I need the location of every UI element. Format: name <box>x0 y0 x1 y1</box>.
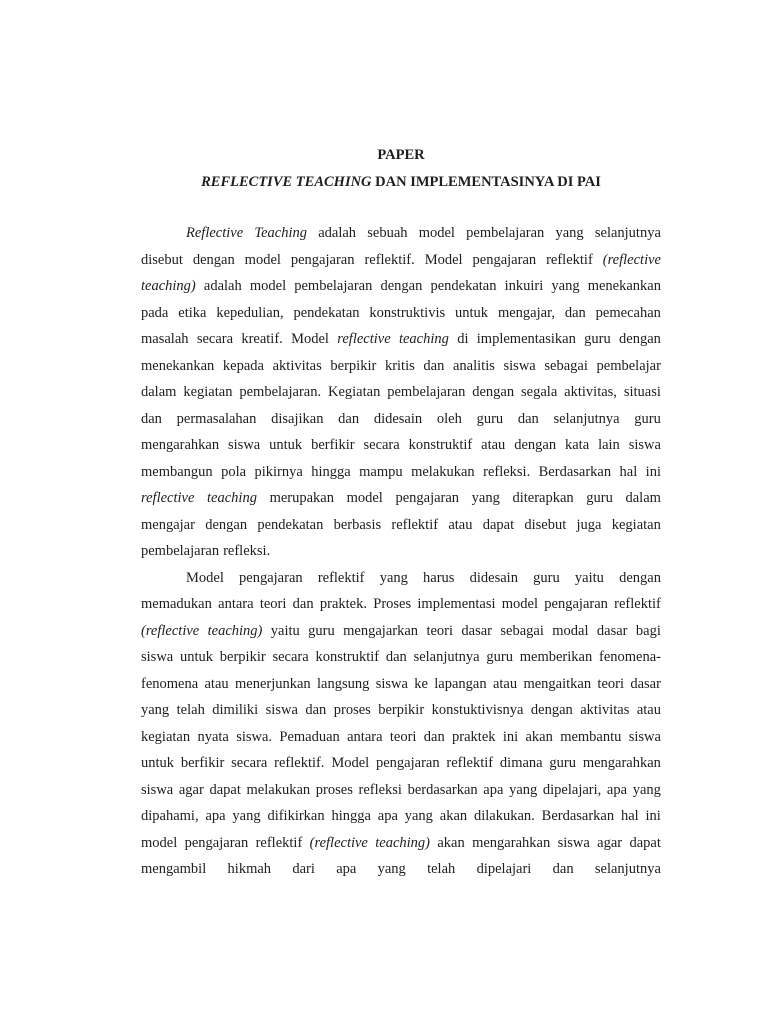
word: dilakukan. <box>474 808 535 824</box>
word: selanjutnya <box>594 861 661 877</box>
word: adalah <box>318 225 357 241</box>
text-line <box>141 830 661 857</box>
word: reflektif <box>255 834 303 851</box>
word: untuk <box>269 437 303 453</box>
word: dengan <box>619 569 661 586</box>
text-line <box>141 538 661 565</box>
text-line <box>141 300 661 327</box>
text-line <box>141 591 661 618</box>
word: apa <box>483 781 504 798</box>
word: untuk <box>455 304 489 321</box>
word: reflektif <box>546 251 593 268</box>
word: atau <box>204 675 229 692</box>
word: teori <box>597 675 624 692</box>
word: mengarahkan <box>582 755 661 771</box>
word: teori <box>389 728 417 745</box>
word: difikirkan <box>267 808 325 824</box>
word: Berdasarkan <box>541 808 615 824</box>
text-line <box>141 247 661 274</box>
word: disajikan <box>271 410 324 427</box>
word: disebut <box>141 251 183 268</box>
word: masalah <box>141 331 189 347</box>
subtitle-italic-part: REFLECTIVE TEACHING <box>201 174 372 190</box>
word: melakukan <box>411 463 475 480</box>
word: Proses <box>373 596 412 612</box>
text-line <box>141 326 661 353</box>
word: ini <box>645 463 661 480</box>
word: yang <box>379 569 408 586</box>
word: dasar <box>630 675 661 692</box>
word: guru <box>308 622 335 639</box>
word: reflektif <box>317 569 365 586</box>
word: pendekatan <box>293 304 360 321</box>
word: secara <box>363 437 400 453</box>
word: didesain <box>469 569 518 586</box>
word: kritis <box>384 357 415 374</box>
word: aktivitas <box>272 357 322 374</box>
word: Model <box>186 569 224 586</box>
word: model <box>346 490 383 506</box>
word: dipahami, <box>141 808 199 824</box>
word: agar <box>597 834 623 851</box>
word: ini <box>502 728 519 745</box>
word: analitis <box>452 357 495 374</box>
word: dan <box>423 728 445 745</box>
word: aktivitas <box>580 702 630 718</box>
word: siswa <box>503 357 536 374</box>
word: teori <box>426 622 454 639</box>
word: guru <box>586 490 613 506</box>
word: akan <box>437 834 465 851</box>
word: kegiatan <box>611 516 661 533</box>
word: yang <box>632 781 661 798</box>
document-title: PAPER <box>377 147 425 163</box>
word: di <box>457 331 469 347</box>
text-line <box>141 565 661 592</box>
text-line <box>141 406 661 433</box>
word: dan <box>338 410 360 427</box>
word: inkuiri <box>504 278 544 294</box>
word: pendekatan <box>257 516 324 533</box>
word: proses <box>333 702 371 718</box>
word: model <box>249 278 287 294</box>
word: aktivitas, <box>564 384 617 400</box>
word: dan <box>292 596 314 612</box>
subtitle-rest-part: DAN IMPLEMENTASINYA DI PAI <box>371 174 601 190</box>
word: sebuah <box>367 225 408 241</box>
word: implementasi <box>417 596 496 612</box>
word: fenomena- <box>598 649 661 665</box>
word: siswa <box>557 834 590 851</box>
text-line <box>141 273 661 300</box>
word: lapangan <box>434 675 487 692</box>
word: konstruktif <box>408 437 473 453</box>
word: reflektif <box>614 596 661 612</box>
word: reflektif <box>446 755 494 771</box>
word: oleh <box>436 410 462 427</box>
word: mengarahkan <box>472 834 551 851</box>
word: teaching) <box>207 622 263 639</box>
text-line <box>141 618 661 645</box>
word: dan <box>385 649 407 665</box>
word: yang <box>471 490 500 506</box>
word: kreatif. <box>241 331 283 347</box>
word: guru <box>549 755 577 771</box>
word: kepedulian, <box>216 304 284 321</box>
word: pengajaran <box>472 251 537 268</box>
word: teaching <box>398 331 449 347</box>
word: kegiatan <box>141 728 191 745</box>
word: pola <box>221 463 247 480</box>
word: didesain <box>373 410 423 427</box>
word: guru <box>486 649 513 665</box>
text-line <box>141 512 661 539</box>
word: berdasarkan <box>407 781 478 798</box>
word: juga <box>576 516 602 533</box>
word: proses <box>315 781 353 798</box>
text-line <box>141 485 661 512</box>
word: yaitu <box>574 569 604 586</box>
word: apa <box>205 808 226 824</box>
word: dengan <box>514 437 557 453</box>
word: (reflective <box>309 834 368 851</box>
text-line <box>141 724 661 751</box>
word: reflektif <box>391 516 439 533</box>
word: pengajaran <box>375 755 440 771</box>
word: dengan <box>619 331 661 347</box>
word: untuk <box>141 755 175 771</box>
word: telah <box>427 861 456 877</box>
word: mengajarkan <box>343 622 419 639</box>
word: dan <box>423 357 445 374</box>
word: hingga <box>311 463 351 480</box>
word: konstuktivisnya <box>431 702 524 718</box>
word: hal <box>619 463 638 480</box>
word: refleksi. <box>223 543 271 559</box>
word: yang <box>551 278 580 294</box>
word: teaching <box>207 490 257 506</box>
word: harus <box>423 569 455 586</box>
word: pembelajaran <box>387 384 466 400</box>
word: dasar <box>461 622 492 639</box>
word: dipelajari <box>476 861 532 877</box>
word: atau <box>492 675 518 692</box>
word: berpikir <box>378 702 425 718</box>
paragraph <box>141 220 661 565</box>
word: pembelajaran <box>294 278 373 294</box>
word: atau <box>448 516 473 533</box>
word: konstruktivis <box>369 304 446 321</box>
word: siswa <box>141 781 174 798</box>
text-line <box>141 353 661 380</box>
word: (reflective <box>602 251 661 268</box>
word: sebagai <box>500 622 544 639</box>
word: mengajar <box>141 516 195 533</box>
word: siswa <box>228 437 261 453</box>
word: dalam <box>141 384 177 400</box>
word: etika <box>178 304 207 321</box>
word: siswa <box>628 437 661 453</box>
word: siswa <box>265 702 298 718</box>
word: apa <box>377 808 398 824</box>
word: praktek. <box>319 596 367 612</box>
word: selanjutnya <box>553 410 620 427</box>
word: modal <box>552 622 589 639</box>
word: adalah <box>203 278 242 294</box>
word: melakukan <box>246 781 311 798</box>
word: teori <box>259 596 287 612</box>
word: dimana <box>499 755 543 771</box>
word: teaching) <box>141 278 196 294</box>
word: memadukan <box>141 596 212 612</box>
word: dalam <box>625 490 661 506</box>
word: reflektif. <box>274 755 325 771</box>
word: dan <box>564 304 586 321</box>
word: dimiliki <box>212 702 259 718</box>
word: pengajaran <box>290 251 355 268</box>
word: implementasikan <box>476 331 576 347</box>
word: berfikir <box>180 755 225 771</box>
document-body <box>141 220 661 883</box>
text-line <box>141 777 661 804</box>
text-line <box>141 459 661 486</box>
document-page <box>141 145 661 883</box>
word: berpikir <box>330 357 377 374</box>
word: mengambil <box>141 861 207 877</box>
word: pembelajar <box>596 357 661 374</box>
word: permasalahan <box>176 410 257 427</box>
word: Model <box>424 251 463 268</box>
word: kepada <box>222 357 264 374</box>
text-line <box>141 803 661 830</box>
word: dapat <box>482 516 515 533</box>
word: pada <box>141 304 169 321</box>
word: pengajaran <box>239 569 303 586</box>
word: diterapkan <box>512 490 574 506</box>
word: guru <box>476 410 504 427</box>
word: pembelajaran <box>141 543 220 559</box>
word: secara <box>196 331 234 347</box>
word: agar <box>178 781 204 798</box>
word: secara <box>231 755 268 771</box>
word: reflektif. <box>364 251 415 268</box>
word: siswa <box>628 728 661 745</box>
word: segala <box>521 384 558 400</box>
word: fenomena <box>141 675 199 692</box>
word: dapat <box>209 781 241 798</box>
text-line <box>141 856 661 883</box>
word: mengaitkan <box>523 675 592 692</box>
word: dan <box>141 410 162 427</box>
word: reflective <box>337 331 391 347</box>
word: dan <box>305 702 327 718</box>
word: pengajaran <box>395 490 460 506</box>
word: guru <box>584 331 611 347</box>
word: praktek <box>452 728 496 745</box>
text-line <box>141 220 661 247</box>
word: yang <box>141 702 170 718</box>
word: menekankan <box>141 357 215 374</box>
word: Teaching <box>254 225 307 241</box>
word: dapat <box>629 834 661 851</box>
word: dan <box>517 410 539 427</box>
word: menekankan <box>587 278 661 294</box>
word: pembelajaran <box>466 225 545 241</box>
word: model <box>418 225 455 241</box>
word: siswa. <box>236 728 273 745</box>
word: guru <box>533 569 560 586</box>
word: mengajar, <box>497 304 555 321</box>
word: dari <box>292 861 315 877</box>
word: hingga <box>331 808 371 824</box>
word: yaitu <box>270 622 300 639</box>
word: refleksi <box>358 781 402 798</box>
word: pikirnya <box>254 463 303 480</box>
word: Model <box>291 331 329 347</box>
word: selanjutnya <box>413 649 480 665</box>
word: berbasis <box>333 516 382 533</box>
word: dengan <box>530 702 573 718</box>
word: refleksi. <box>483 463 531 480</box>
text-line <box>141 750 661 777</box>
word: model <box>501 596 539 612</box>
word: berfikir <box>311 437 355 453</box>
document-subtitle <box>141 172 661 192</box>
word: model <box>244 251 281 268</box>
word: konstruktif <box>315 649 380 665</box>
word: dan <box>552 861 574 877</box>
word: hikmah <box>227 861 272 877</box>
text-line <box>141 432 661 459</box>
word: langsung <box>317 675 370 692</box>
word: pengajaran <box>544 596 608 612</box>
word: Reflective <box>186 225 244 241</box>
word: untuk <box>180 649 214 665</box>
word: antara <box>347 728 383 745</box>
word: pendekatan <box>430 278 497 294</box>
word: dipelajari, <box>542 781 602 798</box>
word: merupakan <box>269 490 334 506</box>
text-line <box>141 379 661 406</box>
word: membantu <box>560 728 622 745</box>
text-line <box>141 644 661 671</box>
word: mengarahkan <box>141 437 220 453</box>
word: siswa <box>375 675 408 692</box>
word: bagi <box>635 622 661 639</box>
word: selanjutnya <box>594 225 661 241</box>
word: dengan <box>472 384 515 400</box>
word: yang <box>377 861 406 877</box>
word: yang <box>509 781 538 798</box>
word: berpikir <box>219 649 266 665</box>
word: atau <box>481 437 506 453</box>
text-line <box>141 697 661 724</box>
word: ke <box>414 675 428 692</box>
word: dengan <box>192 251 235 268</box>
text-line <box>141 671 661 698</box>
word: reflective <box>141 490 195 506</box>
word: siswa <box>141 649 174 665</box>
paragraph <box>141 565 661 883</box>
word: pengajaran <box>184 834 249 851</box>
word: yang <box>404 808 433 824</box>
word: kegiatan <box>183 384 233 400</box>
word: kata <box>565 437 590 453</box>
word: Pemaduan <box>279 728 340 745</box>
word: memberikan <box>519 649 593 665</box>
word: atau <box>636 702 661 718</box>
word: hal <box>620 808 639 824</box>
word: ini <box>645 808 661 824</box>
word: disebut <box>524 516 567 533</box>
word: secara <box>272 649 309 665</box>
word: guru <box>634 410 661 427</box>
word: nyata <box>197 728 229 745</box>
word: apa <box>336 861 357 877</box>
word: lain <box>598 437 620 453</box>
word: model <box>141 834 178 851</box>
word: pembelajaran. <box>239 384 322 400</box>
word: yang <box>232 808 261 824</box>
word: (reflective <box>141 622 200 639</box>
word: membangun <box>141 463 213 480</box>
word: yang <box>555 225 584 241</box>
word: situasi <box>623 384 661 400</box>
word: akan <box>525 728 553 745</box>
word: akan <box>439 808 468 824</box>
word: antara <box>218 596 254 612</box>
word: teaching) <box>375 834 430 851</box>
word: Kegiatan <box>328 384 381 400</box>
word: pemecahan <box>595 304 661 321</box>
word: apa <box>606 781 628 798</box>
word: telah <box>176 702 205 718</box>
word: Model <box>331 755 370 771</box>
word: dengan <box>380 278 423 294</box>
word: sebagai <box>544 357 588 374</box>
word: dasar <box>596 622 628 639</box>
word: mampu <box>359 463 403 480</box>
word: dengan <box>205 516 248 533</box>
word: menerjunkan <box>234 675 311 692</box>
word: Berdasarkan <box>538 463 612 480</box>
